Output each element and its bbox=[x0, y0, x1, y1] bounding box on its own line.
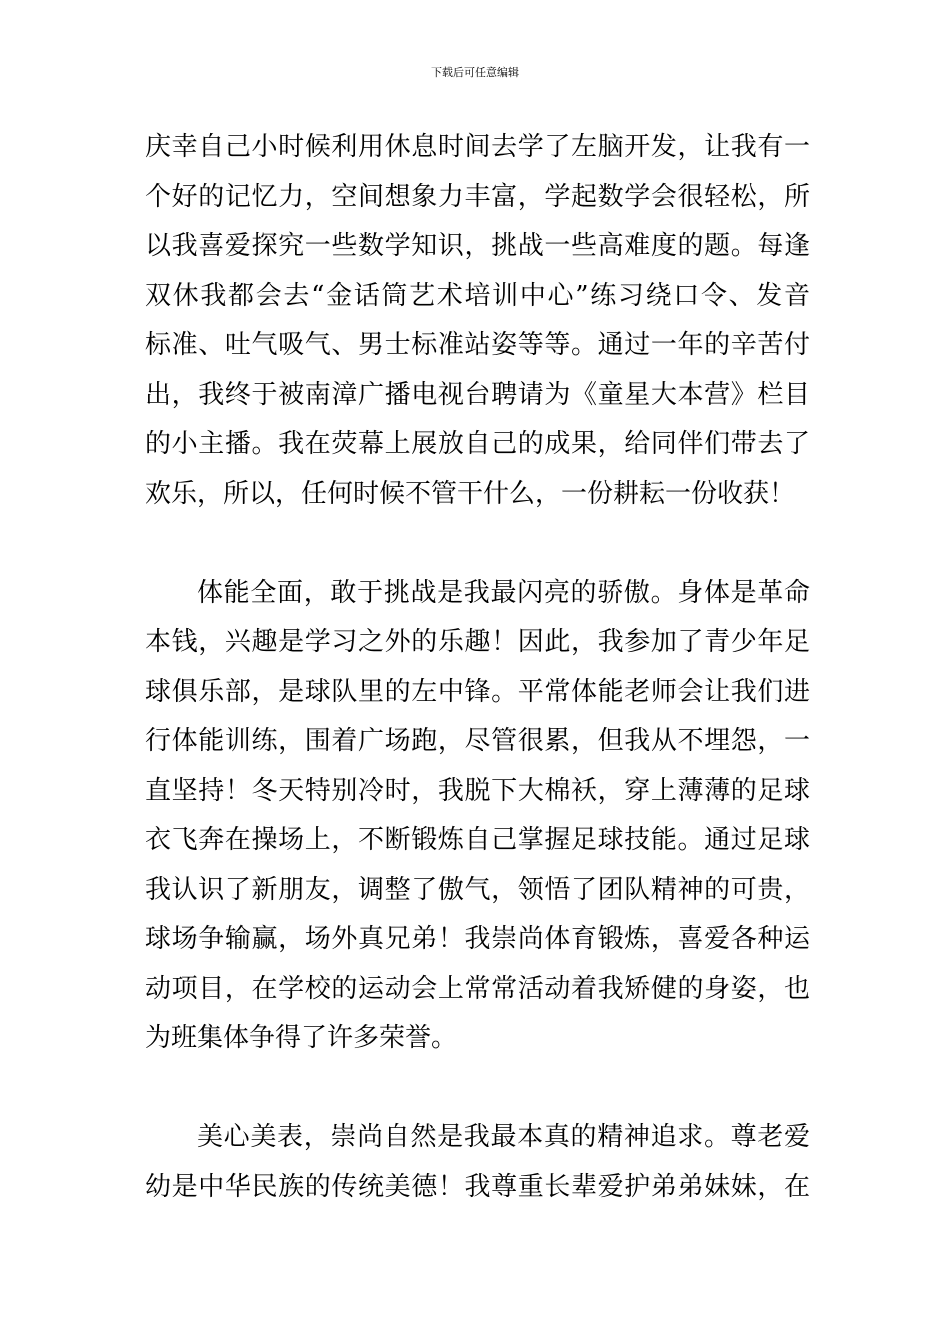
paragraph-3 bbox=[145, 1113, 810, 1212]
paragraph-line: 幼是中华民族的传统美德！我尊重长辈爱护弟弟妹妹，在 bbox=[145, 1171, 810, 1202]
paragraph-line: 标准、吐气吸气、男士标准站姿等等。通过一年的辛苦付 bbox=[145, 330, 810, 360]
paragraph-line: 双休我都会去“金话筒艺术培训中心”练习绕口令、发音 bbox=[145, 280, 810, 311]
paragraph-line: 行体能训练，围着广场跑，尽管很累，但我从不埋怨，一 bbox=[145, 726, 810, 756]
paragraph-line: 欢乐，所以，任何时候不管干什么，一份耕耘一份收获！ bbox=[145, 478, 796, 509]
paragraph-line: 球俱乐部，是球队里的左中锋。平常体能老师会让我们进 bbox=[145, 676, 810, 707]
document-body bbox=[145, 123, 810, 1212]
paragraph-line: 体能全面，敢于挑战是我最闪亮的骄傲。身体是革命 bbox=[197, 577, 810, 608]
paragraph-line: 个好的记忆力，空间想象力丰富，学起数学会很轻松，所 bbox=[145, 181, 810, 212]
paragraph-line: 球场争输赢，场外真兄弟！我崇尚体育锻炼，喜爱各种运 bbox=[145, 924, 810, 954]
paragraph-line: 庆幸自己小时候利用休息时间去学了左脑开发，让我有一 bbox=[145, 132, 810, 162]
paragraph-line: 衣飞奔在操场上，不断锻炼自己掌握足球技能。通过足球 bbox=[145, 825, 810, 855]
paragraph-line: 以我喜爱探究一些数学知识，挑战一些高难度的题。每逢 bbox=[145, 231, 810, 261]
paragraph-line: 美心美表，崇尚自然是我最本真的精神追求。尊老爱 bbox=[197, 1122, 810, 1152]
paragraph-line: 我认识了新朋友，调整了傲气，领悟了团队精神的可贵， bbox=[145, 874, 810, 905]
paragraph-1 bbox=[145, 123, 810, 519]
paragraph-line: 的小主播。我在荧幕上展放自己的成果，给同伴们带去了 bbox=[145, 429, 810, 459]
paragraph-gap bbox=[145, 1064, 810, 1114]
paragraph-gap bbox=[145, 519, 810, 569]
paragraph-line: 直坚持！冬天特别冷时，我脱下大棉袄，穿上薄薄的足球 bbox=[145, 775, 810, 806]
paragraph-2 bbox=[145, 569, 810, 1064]
paragraph-line: 本钱，兴趣是学习之外的乐趣！因此，我参加了青少年足 bbox=[145, 627, 810, 657]
paragraph-line: 动项目，在学校的运动会上常常活动着我矫健的身姿，也 bbox=[145, 973, 810, 1004]
paragraph-line: 出，我终于被南漳广播电视台聘请为《童星大本营》栏目 bbox=[145, 379, 810, 410]
page-header: 下载后可任意编辑 bbox=[431, 66, 519, 79]
paragraph-line: 为班集体争得了许多荣誉。 bbox=[145, 1023, 458, 1053]
